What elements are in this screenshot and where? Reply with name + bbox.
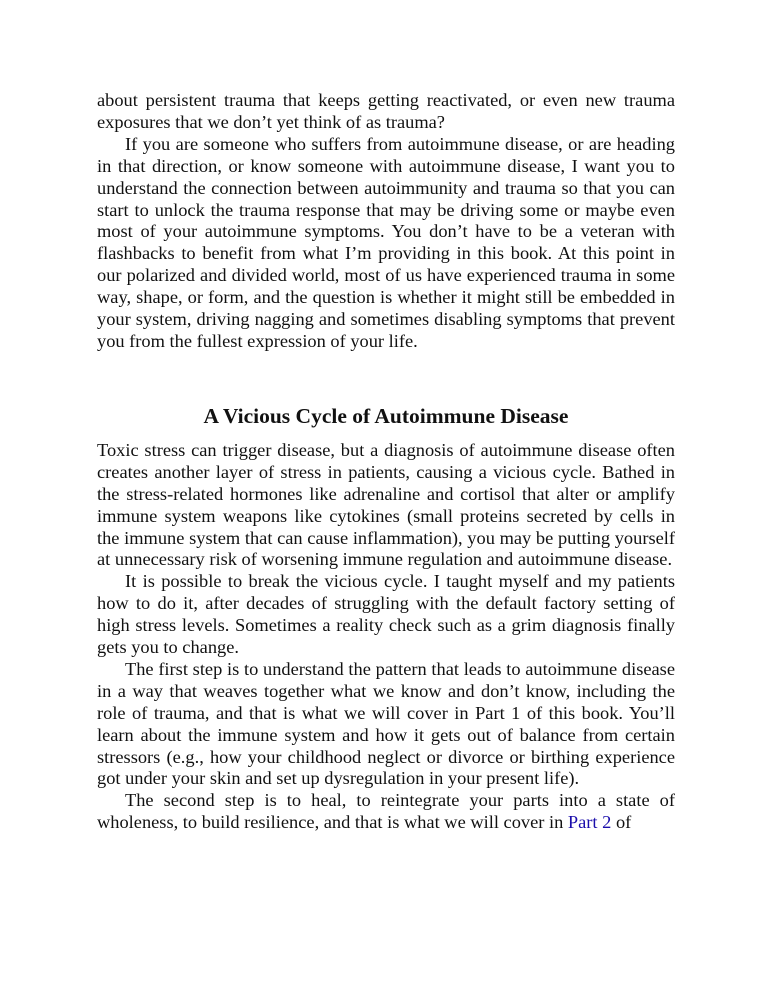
paragraph-continuation: about persistent trauma that keeps getting reactivated, or even new trauma exposures that we don’t yet think of as trauma? [97, 90, 675, 132]
paragraph-second-step [97, 790, 675, 834]
page-body [97, 90, 675, 834]
part-2-link[interactable]: Part 2 [567, 812, 612, 833]
paragraph-break-cycle: It is possible to break the vicious cycle. I taught myself and my patients how to do it, after decades of struggling with the default factory setting of high stress levels. Sometimes a reality check such as a grim diagnosis finally gets you to change. [97, 571, 675, 658]
second-step-text: The second step is to heal, to reintegrate your parts into a state of wholeness, to build resilience, and that is what we will cover in [97, 790, 675, 833]
section-heading: A Vicious Cycle of Autoimmune Disease [203, 403, 569, 428]
paragraph-first-step: The first step is to understand the pattern that leads to autoimmune disease in a way that weaves together what we know and don’t know, including the role of trauma, and that is what we will cover in Part 1 of this book. You’ll learn about the immune system and how it gets out of balance from certain stressors (e.g., how your childhood neglect or divorce or birthing experience got under your skin and set up dysregulation in your present life). [97, 658, 675, 789]
paragraph-autoimmunity-trauma: If you are someone who suffers from autoimmune disease, or are heading in that direction, or know someone with autoimmune disease, I want you to understand the connection between autoimmunity and trauma so that you can start to unlock the trauma response that may be driving some or maybe even most of your autoimmune symptoms. You don’t have to be a veteran with flashbacks to benefit from what I’m providing in this book. At this point in our polarized and divided world, most of us have experienced trauma in some way, shape, or form, and the question is whether it might still be embedded in your system, driving nagging and sometimes disabling symptoms that prevent you from the fullest expression of your life. [97, 133, 675, 351]
paragraph-toxic-stress: Toxic stress can trigger disease, but a diagnosis of autoimmune disease often creates another layer of stress in patients, causing a vicious cycle. Bathed in the stress-related hormones like adrenaline and cortisol that alter or amplify immune system weapons like cytokines (small proteins secreted by cells in the immune system that can cause inflammation), you may be putting yourself at unnecessary risk of worsening immune regulation and autoimmune disease. [97, 439, 675, 570]
second-step-text-end: of [615, 812, 632, 833]
